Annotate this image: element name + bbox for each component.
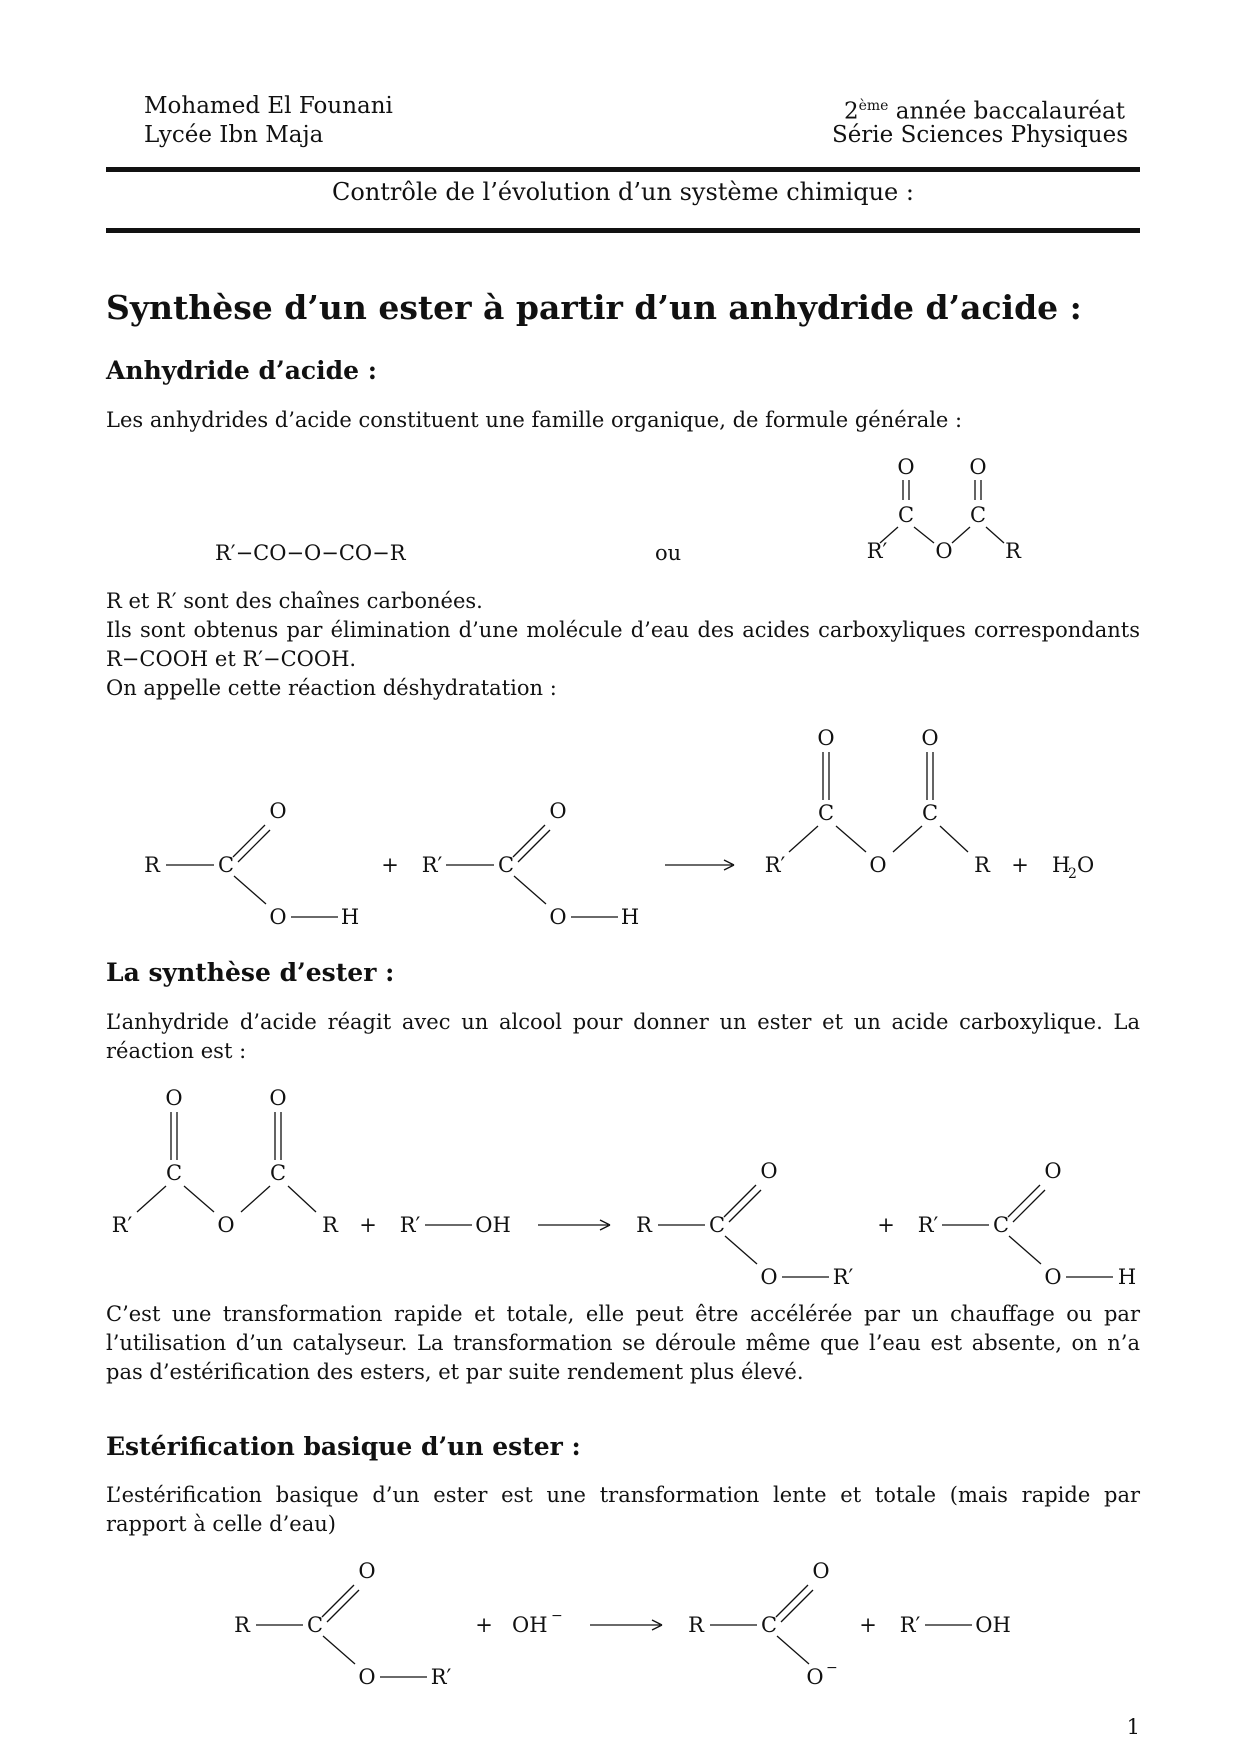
atom-O: O [549, 799, 567, 823]
school: Lycée Ibn Maja [144, 122, 324, 148]
substituent-Rp: R′ [111, 1213, 133, 1237]
level-number: 2 [843, 98, 859, 125]
hydroxyl-OH: OH [975, 1613, 1011, 1637]
atom-H: H [1117, 1265, 1137, 1289]
atom-O: O [217, 1213, 235, 1237]
atom-C: C [306, 1613, 324, 1637]
course-title: Contrôle de l’évolution d’un système chimique : [332, 178, 914, 206]
atom-O: O [1044, 1159, 1062, 1183]
water-subscript: 2 [1068, 866, 1077, 882]
atom-C: C [897, 503, 915, 527]
substituent-Rp: R′ [832, 1265, 854, 1289]
atom-O: O [806, 1665, 824, 1689]
atom-O: O [165, 1086, 183, 1110]
main-title: Synthèse d’un ester à partir d’un anhydride d’acide : [106, 288, 1082, 327]
plus-sign: + [1011, 853, 1029, 877]
plus-sign: + [859, 1613, 877, 1637]
substituent-Rp: R′ [399, 1213, 421, 1237]
paragraph-obtention: Ils sont obtenus par élimination d’une molécule d’eau des acides carboxyliques correspondants R−COOH et R′−COOH. [106, 618, 1140, 671]
atom-O: O [269, 905, 287, 929]
saponification-reaction [0, 1540, 1240, 1695]
ester-synthesis-reaction [0, 1065, 1240, 1290]
substituent-Rp: R′ [421, 853, 443, 877]
atom-O: O [760, 1159, 778, 1183]
substituent-Rp: R′ [917, 1213, 939, 1237]
or-label: ou [655, 541, 682, 565]
atom-C: C [497, 853, 515, 877]
series: Série Sciences Physiques [831, 122, 1128, 148]
atom-O: O [817, 726, 835, 750]
substituent-R: R [974, 853, 990, 877]
substituent-R: R [688, 1613, 704, 1637]
page-number: 1 [1126, 1715, 1140, 1739]
atom-O: O [812, 1559, 830, 1583]
level-superscript: ème [858, 98, 889, 114]
hydroxide-charge: − [551, 1608, 563, 1624]
section-ester-synthesis-intro: L’anhydride d’acide réagit avec un alcool pour donner un ester et un acide carboxylique. La réaction est : [106, 1010, 1140, 1063]
paragraph-dehydration: On appelle cette réaction déshydratation : [106, 676, 557, 700]
water-H: H [1052, 853, 1071, 877]
substituent-Rp: R′ [899, 1613, 921, 1637]
plus-sign: + [475, 1613, 493, 1637]
dehydration-reaction [0, 715, 1240, 930]
substituent-R: R [636, 1213, 652, 1237]
atom-C: C [760, 1613, 778, 1637]
section-anhydride-title: Anhydride d’acide : [106, 356, 377, 385]
carboxylate-charge: − [826, 1660, 838, 1676]
hydroxide-OH: OH [512, 1613, 548, 1637]
atom-O: O [969, 455, 987, 479]
plus-sign: + [359, 1213, 377, 1237]
atom-C: C [817, 801, 835, 825]
section-ester-synthesis-title: La synthèse d’ester : [106, 958, 395, 987]
atom-C: C [969, 503, 987, 527]
atom-O: O [358, 1665, 376, 1689]
atom-C: C [921, 801, 939, 825]
atom-C: C [269, 1161, 287, 1185]
atom-C: C [165, 1161, 183, 1185]
plus-sign: + [381, 853, 399, 877]
atom-O: O [897, 455, 915, 479]
atom-O: O [269, 1086, 287, 1110]
paragraph-ester-synthesis: C’est une transformation rapide et totale, elle peut être accélérée par un chauffage ou par l’utilisation d’un catalyseur. La transformation se déroule même que l’eau est absente, on n’a pas d’estérification des esters, et par suite rendement plus élevé. [106, 1302, 1140, 1384]
atom-O: O [760, 1265, 778, 1289]
atom-O: O [935, 539, 953, 563]
atom-C: C [992, 1213, 1010, 1237]
plus-sign: + [877, 1213, 895, 1237]
top-rule [106, 167, 1140, 172]
substituent-Rp: R′ [866, 539, 888, 563]
atom-O: O [921, 726, 939, 750]
section-basic-esterification-title: Estérification basique d’un ester : [106, 1432, 581, 1461]
paragraph-chains: R et R′ sont des chaînes carbonées. [106, 589, 483, 613]
atom-O: O [269, 799, 287, 823]
substituent-R: R [322, 1213, 338, 1237]
bottom-rule [106, 228, 1140, 233]
atom-C: C [708, 1213, 726, 1237]
atom-O: O [1044, 1265, 1062, 1289]
section-basic-esterification-intro: L’estérification basique d’un ester est une transformation lente et totale (mais rapide par rapport à celle d’eau) [106, 1483, 1140, 1536]
water-O: O [1077, 853, 1095, 877]
atom-H: H [340, 905, 360, 929]
substituent-R: R [144, 853, 160, 877]
anhydride-general-formula [0, 445, 1240, 575]
section-anhydride-intro: Les anhydrides d’acide constituent une famille organique, de formule générale : [106, 408, 963, 432]
substituent-R: R [234, 1613, 250, 1637]
substituent-Rp: R′ [430, 1665, 452, 1689]
substituent-Rp: R′ [764, 853, 786, 877]
atom-C: C [217, 853, 235, 877]
author: Mohamed El Founani [144, 93, 393, 119]
formula-linear: R′−CO−O−CO−R [215, 541, 406, 565]
atom-H: H [620, 905, 640, 929]
atom-O: O [549, 905, 567, 929]
hydroxyl-OH: OH [475, 1213, 511, 1237]
atom-O: O [869, 853, 887, 877]
atom-O: O [358, 1559, 376, 1583]
substituent-R: R [1005, 539, 1021, 563]
level-text: année baccalauréat [888, 98, 1125, 125]
